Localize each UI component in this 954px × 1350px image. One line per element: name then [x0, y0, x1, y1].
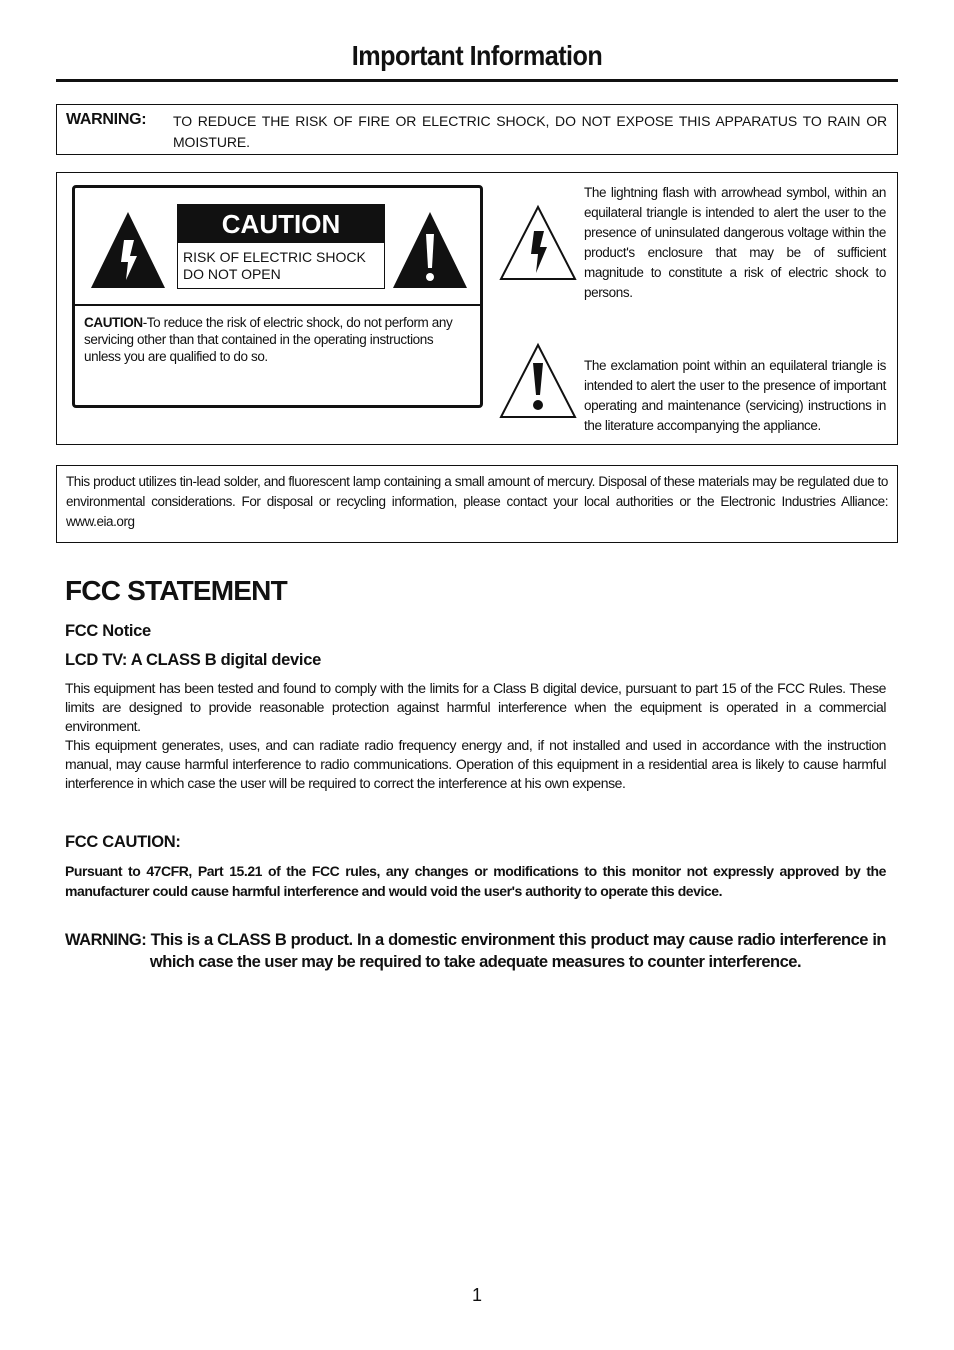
fcc-title: FCC STATEMENT [65, 575, 287, 606]
fcc-caution-text: Pursuant to 47CFR, Part 15.21 of the FCC rules, any changes or modifications to this monitor not expressly approved by the manufacturer could cause harmful interference and would void the user's authority to operate this device. [65, 863, 886, 899]
lightning-triangle-icon [89, 210, 167, 290]
lightning-symbol-description: The lightning flash with arrowhead symbol, within an equilateral triangle is intended to alert the user to the presence of uninsulated dangerous voltage within the product's enclosure that may be of sufficient magnitude to constitute a risk of electric shock to persons. [584, 185, 886, 300]
exclamation-symbol-description: The exclamation point within an equilateral triangle is intended to alert the user to the presence of important operating and maintenance (servicing) instructions in the literature accompanying the appliance. [584, 358, 886, 433]
caution-badge [177, 204, 385, 289]
solder-notice-box [56, 465, 898, 543]
lightning-symbol-icon [498, 203, 578, 283]
page-number: 1 [471, 1285, 482, 1305]
fcc-warning-line1: WARNING: This is a CLASS B product. In a domestic environment this product may cause radio interference in [65, 931, 886, 949]
caution-subtext [183, 249, 383, 283]
warning-box [56, 104, 898, 155]
fcc-caution-heading: FCC CAUTION: [65, 833, 181, 851]
caution-divider [75, 304, 480, 306]
fcc-class-b-warning [65, 929, 886, 973]
caution-section [56, 172, 898, 445]
fcc-body [65, 679, 886, 793]
warning-text: TO REDUCE THE RISK OF FIRE OR ELECTRIC SHOCK, DO NOT EXPOSE THIS APPARATUS TO RAIN OR MOISTURE. [173, 113, 887, 150]
warning-label: WARNING: [66, 111, 147, 128]
caution-note-text: -To reduce the risk of electric shock, do not perform any servicing other than that contained in the operating instructions unless you are qualified to do so. [84, 315, 453, 364]
title-rule [56, 79, 898, 82]
caution-label-panel [72, 185, 483, 408]
page-title: Important Information [351, 40, 603, 71]
fcc-paragraph-2: This equipment generates, uses, and can radiate radio frequency energy and, if not installed and used in accordance with the instruction manual, may cause harmful interference to radio communications. Operation of this equipment in a residential area is likely to cause harmful interference in which case the user will be required to correct the interference at his own expense. [65, 737, 886, 791]
fcc-device-heading: LCD TV: A CLASS B digital device [65, 651, 321, 669]
caution-note [84, 314, 472, 365]
caution-sub-line2: DO NOT OPEN [183, 266, 281, 282]
fcc-notice-heading: FCC Notice [65, 622, 151, 640]
exclamation-symbol-icon [498, 341, 578, 421]
fcc-warning-line2: which case the user may be required to take adequate measures to counter interference. [149, 953, 802, 971]
solder-notice-text: This product utilizes tin-lead solder, and fluorescent lamp containing a small amount of mercury. Disposal of these materials may be regulated due to environmental considerations. For disposal or recycling information, please contact your local authorities or the Electronic Industries Alliance: www.eia.org [66, 474, 888, 529]
caution-note-label: CAUTION [84, 315, 143, 330]
fcc-paragraph-1: This equipment has been tested and found to comply with the limits for a Class B digital device, pursuant to part 15 of the FCC Rules. These limits are designed to provide reasonable protection against harmful interference when the equipment is operated in a commercial environment. [65, 680, 886, 734]
caution-heading: CAUTION [178, 205, 384, 243]
caution-sub-line1: RISK OF ELECTRIC SHOCK [183, 249, 366, 265]
exclamation-triangle-icon [391, 210, 469, 290]
